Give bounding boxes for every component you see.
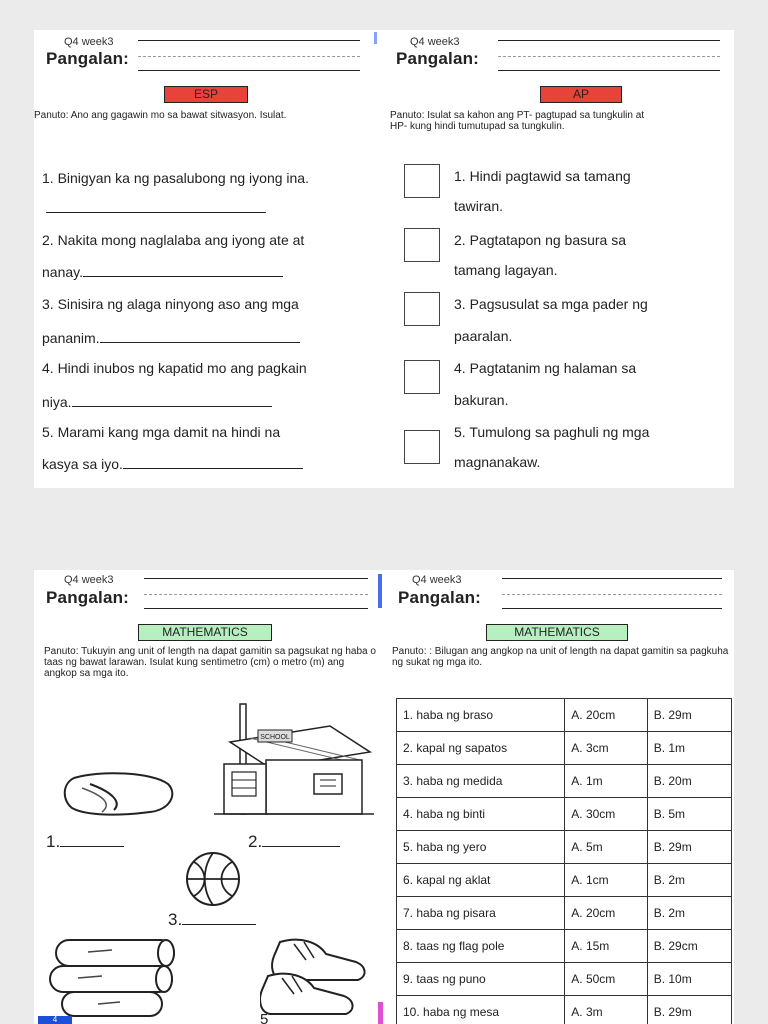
choice-b[interactable]: B. 29m (647, 996, 731, 1024)
esp-subject-tag: ESP (164, 86, 248, 103)
question-1-answer (46, 198, 266, 216)
choice-b[interactable]: B. 10m (647, 963, 731, 996)
page-divider (378, 1002, 383, 1024)
question-2-cont (42, 262, 283, 280)
choice-a[interactable]: A. 20cm (565, 897, 647, 930)
choice-a[interactable]: A. 30cm (565, 798, 647, 831)
ap-item-1-cont: tawiran. (454, 198, 504, 214)
instructions: Panuto: Tukuyin ang unit of length na dapat gamitin sa pagsukat ng haba o taas ng bawat larawan. Isulat kung sentimetro (cm) o metro (m) ang angkop sa mga ito. (44, 646, 376, 679)
question-text: 1. Binigyan ka ng pasalubong ng iyong ina. (42, 170, 309, 186)
choice-a[interactable]: A. 1m (565, 765, 647, 798)
question-4 (42, 360, 307, 376)
instructions: Panuto: Isulat sa kahon ang PT- pagtupad sa tungkulin at (390, 110, 645, 121)
week-label: Q4 week3 (64, 574, 114, 586)
name-line (138, 70, 360, 71)
choice-b[interactable]: B. 29m (647, 831, 731, 864)
table-cell-item: 9. taas ng puno (397, 963, 565, 996)
table-row (397, 798, 732, 831)
name-dashed-line (498, 56, 720, 57)
bottom-worksheet (34, 570, 734, 1024)
answer-blank[interactable] (83, 262, 283, 277)
answer-blank[interactable] (100, 328, 300, 343)
table-row (397, 765, 732, 798)
label-number: 2. (248, 832, 263, 851)
name-line (144, 578, 368, 579)
ap-item-4-cont: bakuran. (454, 392, 509, 408)
ap-item-5-cont: magnanakaw. (454, 454, 541, 470)
question-5 (42, 424, 280, 440)
question-5-cont (42, 454, 303, 472)
math-subject-tag: MATHEMATICS (138, 624, 272, 641)
ap-item-1: 1. Hindi pagtawid sa tamang (454, 168, 631, 184)
question-text: 4. Hindi inubos ng kapatid mo ang pagkain (42, 360, 307, 376)
week-label: Q4 week3 (412, 574, 462, 586)
question-text: 2. Nakita mong naglalaba ang iyong ate at (42, 232, 305, 248)
choice-a[interactable]: A. 1cm (565, 864, 647, 897)
table-row (397, 930, 732, 963)
answer-blank[interactable] (60, 834, 124, 847)
name-line (498, 70, 720, 71)
answer-blank[interactable] (262, 834, 340, 847)
choice-b[interactable]: B. 29m (647, 699, 731, 732)
answer-box[interactable] (404, 430, 440, 464)
choice-b[interactable]: B. 2m (647, 864, 731, 897)
table-cell-item: 6. kapal ng aklat (397, 864, 565, 897)
name-dashed-line (138, 56, 360, 57)
question-3 (42, 296, 299, 312)
name-line (502, 608, 722, 609)
picture-label-2 (248, 832, 340, 852)
table-cell-item: 5. haba ng yero (397, 831, 565, 864)
picture-label-4: 4 (38, 1016, 72, 1024)
question-2 (42, 232, 304, 248)
table-cell-item: 3. haba ng medida (397, 765, 565, 798)
name-line (502, 578, 722, 579)
math-subject-tag: MATHEMATICS (486, 624, 628, 641)
ap-item-5: 5. Tumulong sa paghuli ng mga (454, 424, 650, 440)
name-label: Pangalan: (398, 588, 482, 607)
name-dashed-line (502, 594, 722, 595)
ap-item-3-cont: paaralan. (454, 328, 513, 344)
question-text: 3. Sinisira ng alaga ninyong aso ang mga (42, 296, 299, 312)
answer-box[interactable] (404, 228, 440, 262)
table-row (397, 864, 732, 897)
answer-box[interactable] (404, 360, 440, 394)
table-row (397, 963, 732, 996)
top-worksheet (34, 30, 734, 488)
table-row (397, 831, 732, 864)
choice-b[interactable]: B. 5m (647, 798, 731, 831)
answer-box[interactable] (404, 164, 440, 198)
basketball-icon (184, 850, 242, 908)
table-cell-item: 7. haba ng pisara (397, 897, 565, 930)
choice-b[interactable]: B. 20m (647, 765, 731, 798)
choice-a[interactable]: A. 3cm (565, 732, 647, 765)
question-3-cont (42, 328, 300, 346)
page-divider (374, 32, 377, 44)
choice-a[interactable]: A. 3m (565, 996, 647, 1024)
choice-a[interactable]: A. 15m (565, 930, 647, 963)
name-label: Pangalan: (46, 49, 130, 68)
house-icon (210, 702, 378, 822)
instructions: Panuto: : Bilugan ang angkop na unit of length na dapat gamitin sa pagkuha ng sukat ng mga ito. (392, 646, 729, 668)
house-sign: SCHOOL (260, 734, 290, 741)
picture-label-1 (46, 832, 124, 852)
choice-a[interactable]: A. 50cm (565, 963, 647, 996)
table-row (397, 699, 732, 732)
label-number: 3. (168, 910, 183, 929)
answer-blank[interactable] (46, 198, 266, 213)
choice-a[interactable]: A. 5m (565, 831, 647, 864)
table-row (397, 732, 732, 765)
table-cell-item: 10. haba ng mesa (397, 996, 565, 1024)
page-divider (378, 574, 382, 608)
choice-b[interactable]: B. 29cm (647, 930, 731, 963)
label-number: 1. (46, 832, 61, 851)
ap-item-3: 3. Pagsusulat sa mga pader ng (454, 296, 648, 312)
name-dashed-line (144, 594, 368, 595)
ap-item-4: 4. Pagtatanim ng halaman sa (454, 360, 637, 376)
answer-blank[interactable] (72, 392, 272, 407)
answer-blank[interactable] (123, 454, 303, 469)
answer-blank[interactable] (182, 912, 256, 925)
ap-item-2-cont: tamang lagayan. (454, 262, 558, 278)
units-table-body (397, 699, 732, 1024)
week-label: Q4 week3 (410, 36, 460, 48)
logs-icon (48, 932, 184, 1022)
shoes-icon (260, 932, 372, 1022)
table-cell-item: 2. kapal ng sapatos (397, 732, 565, 765)
picture-label-5: 5 (260, 1011, 269, 1024)
question-text: kasya sa iyo. (42, 456, 123, 472)
table-row (397, 897, 732, 930)
instructions: HP- kung hindi tumutupad sa tungkulin. (390, 121, 565, 132)
units-table (396, 698, 732, 1024)
ap-item-2: 2. Pagtatapon ng basura sa (454, 232, 627, 248)
name-label: Pangalan: (46, 588, 130, 607)
instructions: Panuto: Ano ang gagawin mo sa bawat sitwasyon. Isulat. (34, 110, 287, 121)
question-text: nanay. (42, 264, 83, 280)
question-text: niya. (42, 394, 72, 410)
question-1 (42, 170, 309, 186)
slipper-icon (60, 768, 178, 820)
question-4-cont (42, 392, 272, 410)
name-line (138, 40, 360, 41)
table-row (397, 996, 732, 1024)
question-text: 5. Marami kang mga damit na hindi na (42, 424, 281, 440)
picture-label-3 (168, 910, 256, 930)
choice-b[interactable]: B. 1m (647, 732, 731, 765)
ap-subject-tag: AP (540, 86, 622, 103)
table-cell-item: 8. taas ng flag pole (397, 930, 565, 963)
name-line (498, 40, 720, 41)
answer-box[interactable] (404, 292, 440, 326)
choice-a[interactable]: A. 20cm (565, 699, 647, 732)
table-cell-item: 1. haba ng braso (397, 699, 565, 732)
name-line (144, 608, 368, 609)
choice-b[interactable]: B. 2m (647, 897, 731, 930)
question-text: pananim. (42, 330, 100, 346)
table-cell-item: 4. haba ng binti (397, 798, 565, 831)
week-label: Q4 week3 (64, 36, 114, 48)
name-label: Pangalan: (396, 49, 480, 68)
